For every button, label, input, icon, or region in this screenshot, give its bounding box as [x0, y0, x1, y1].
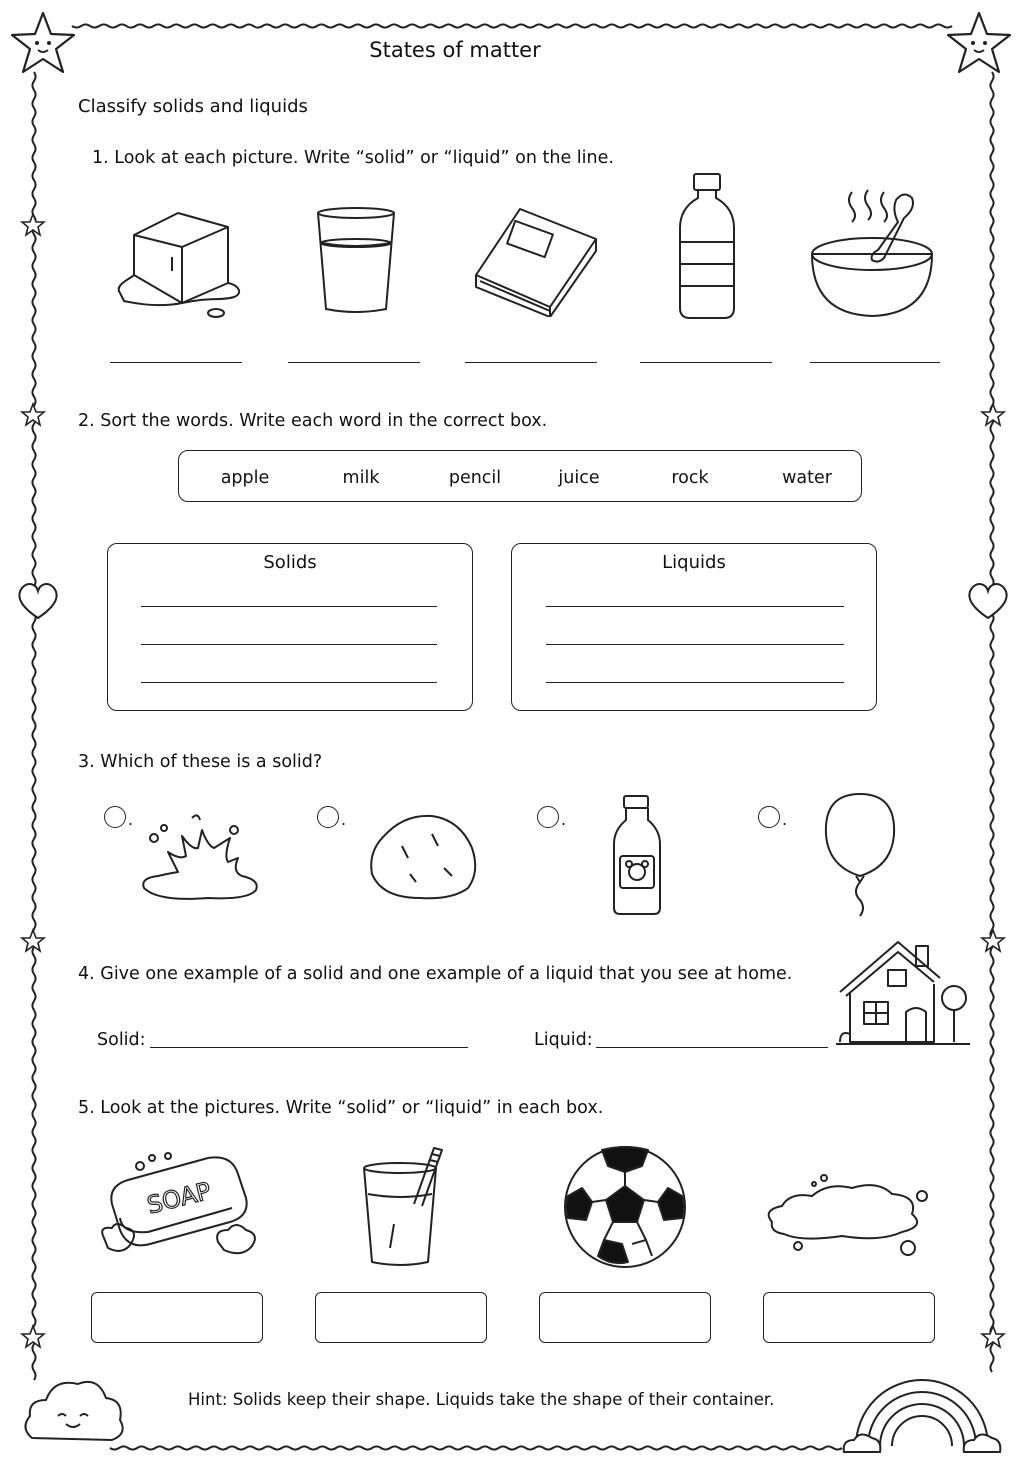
option-marker: . [561, 810, 567, 829]
solids-heading: Solids [263, 552, 317, 573]
page-subtitle: Classify solids and liquids [78, 96, 308, 117]
star-icon [980, 1324, 1006, 1350]
border-edge [32, 72, 35, 1380]
liquids-box [511, 543, 877, 711]
question-4-prompt: 4. Give one example of a solid and one example of a liquid that you see at home. [78, 964, 793, 984]
star-icon [20, 928, 46, 954]
word-bank-item: pencil [448, 468, 502, 488]
milk-bottle-icon [610, 794, 664, 916]
cloud-icon [20, 1372, 126, 1446]
soap-label: SOAP [144, 1176, 214, 1220]
border-edge [110, 1446, 842, 1449]
star-icon [980, 928, 1006, 954]
answer-line[interactable] [141, 682, 437, 683]
answer-line[interactable] [810, 362, 940, 363]
word-bank-item: water [782, 468, 832, 488]
option-radio[interactable] [104, 806, 126, 828]
answer-box[interactable] [91, 1292, 263, 1343]
question-5-prompt: 5. Look at the pictures. Write “solid” or “liquid” in each box. [78, 1098, 604, 1118]
question-3-prompt: 3. Which of these is a solid? [78, 752, 323, 772]
balloon-icon [822, 790, 898, 918]
option-radio[interactable] [537, 806, 559, 828]
solid-label: Solid: [97, 1030, 146, 1050]
answer-box[interactable] [539, 1292, 711, 1343]
answer-line[interactable] [288, 362, 420, 363]
juice-glass-with-straw-icon [360, 1144, 464, 1268]
star-icon [20, 402, 46, 428]
answer-line[interactable] [465, 362, 597, 363]
rainbow-icon [842, 1366, 1002, 1456]
soap-bar-icon [98, 1146, 262, 1262]
answer-line[interactable] [141, 606, 437, 607]
heart-icon [964, 578, 1012, 622]
star-icon [20, 212, 46, 238]
word-bank-item: apple [220, 468, 270, 488]
answer-line[interactable] [141, 644, 437, 645]
heart-icon [14, 578, 62, 622]
house-icon [836, 938, 970, 1050]
star-icon [20, 1324, 46, 1350]
word-bank-item: juice [558, 468, 600, 488]
option-radio[interactable] [758, 806, 780, 828]
liquid-answer-line[interactable] [596, 1047, 828, 1048]
puddle-icon [762, 1170, 938, 1256]
answer-line[interactable] [546, 606, 844, 607]
question-1-prompt: 1. Look at each picture. Write “solid” or “liquid” on the line. [92, 148, 614, 168]
solids-box [107, 543, 473, 711]
option-marker: . [782, 810, 788, 829]
liquid-label: Liquid: [534, 1030, 593, 1050]
solid-answer-line[interactable] [150, 1047, 468, 1048]
ice-cube-icon [112, 205, 247, 320]
option-radio[interactable] [317, 806, 339, 828]
word-bank-item: rock [671, 468, 709, 488]
answer-line[interactable] [546, 644, 844, 645]
border-edge [990, 72, 993, 1372]
page-title: States of matter [369, 38, 541, 62]
word-bank [178, 450, 862, 502]
rock-icon [368, 812, 480, 900]
soccer-ball-icon [562, 1144, 688, 1270]
water-bottle-icon [676, 172, 738, 320]
answer-line[interactable] [110, 362, 242, 363]
word-bank-item: milk [342, 468, 380, 488]
answer-box[interactable] [315, 1292, 487, 1343]
bowl-of-soup-icon [808, 188, 938, 322]
star-corner-icon [944, 8, 1014, 78]
answer-line[interactable] [640, 362, 772, 363]
liquids-heading: Liquids [662, 552, 726, 573]
star-icon [980, 402, 1006, 428]
option-marker: . [341, 810, 347, 829]
option-marker: . [128, 810, 134, 829]
answer-box[interactable] [763, 1292, 935, 1343]
border-edge [72, 24, 952, 27]
question-2-prompt: 2. Sort the words. Write each word in the correct box. [78, 411, 548, 431]
water-splash-icon [138, 812, 262, 904]
book-icon [470, 205, 604, 317]
answer-line[interactable] [546, 682, 844, 683]
glass-of-water-icon [312, 205, 402, 317]
hint-text: Hint: Solids keep their shape. Liquids take the shape of their container. [188, 1390, 775, 1409]
